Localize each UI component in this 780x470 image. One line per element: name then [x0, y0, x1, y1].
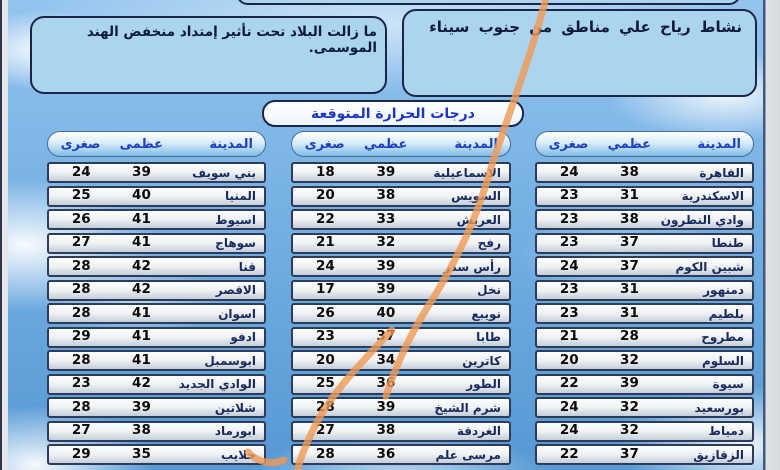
- max-temp-value: 38: [620, 210, 639, 227]
- table-row: [291, 374, 511, 395]
- table-row: [291, 327, 511, 348]
- city-column-header: المدينة: [454, 136, 498, 152]
- table-row: [47, 233, 266, 254]
- forecast-note-left-text: ما زالت البلاد تحت تأثير إمتداد منخفض الهند الموسمى.: [86, 24, 377, 56]
- city-name: بلطيم: [708, 306, 744, 321]
- table-header: [535, 131, 754, 157]
- table-row: [47, 327, 266, 348]
- city-name: سوهاج: [215, 236, 256, 250]
- city-name: الاسماعيلية: [433, 165, 501, 180]
- table-row: [47, 374, 266, 395]
- table-row: [291, 162, 511, 183]
- min-temp-value: 20: [559, 351, 579, 368]
- table-row: [47, 256, 266, 277]
- max-temp-value: 38: [376, 187, 396, 204]
- city-name: اسوان: [218, 306, 256, 321]
- table-row: [291, 421, 511, 442]
- city-name: الوادي الجديد: [178, 377, 256, 391]
- max-temp-value: 31: [620, 304, 639, 321]
- max-temp-value: 37: [376, 328, 396, 345]
- city-name: العريش: [456, 212, 501, 227]
- table-row: [291, 186, 511, 207]
- city-name: رأس سدر: [443, 259, 501, 274]
- max-temp-value: 39: [132, 398, 151, 415]
- max-temp-value: 28: [620, 328, 639, 345]
- min-temp-value: 23: [316, 328, 335, 345]
- table-row: [291, 233, 511, 254]
- min-temp-value: 27: [71, 422, 91, 439]
- max-temp-value: 32: [376, 234, 396, 251]
- max-column-header: عظمي: [364, 136, 408, 152]
- max-temp-value: 38: [620, 163, 639, 180]
- table-row: [47, 209, 266, 230]
- city-name: بورسعيد: [694, 400, 744, 415]
- table-row: [535, 256, 754, 277]
- min-temp-value: 24: [559, 422, 579, 439]
- min-temp-value: 28: [71, 257, 91, 274]
- min-temp-value: 24: [71, 163, 91, 180]
- city-name: السلوم: [701, 353, 744, 368]
- temperature-table-middle: [291, 0, 511, 470]
- city-name: دمنهور: [703, 283, 744, 297]
- max-temp-value: 36: [376, 375, 396, 392]
- min-temp-value: 21: [559, 328, 579, 345]
- min-temp-value: 28: [71, 398, 91, 415]
- min-temp-value: 23: [559, 304, 579, 321]
- max-temp-value: 39: [132, 163, 151, 180]
- table-header: [291, 131, 511, 157]
- min-temp-value: 24: [559, 163, 579, 180]
- max-temp-value: 36: [376, 445, 396, 462]
- table-row: [47, 397, 266, 418]
- city-name: اسيوط: [215, 212, 256, 227]
- min-temp-value: 23: [71, 375, 91, 392]
- forecast-note-right-text: نشاط رياح علي مناطق من جنوب سيناء: [429, 18, 742, 36]
- section-title-text: درجات الحرارة المتوقعة: [311, 105, 475, 122]
- city-name: نويبع: [471, 306, 501, 321]
- city-name: ابوسمبل: [204, 353, 256, 368]
- table-row: [47, 303, 266, 324]
- max-temp-value: 39: [376, 257, 396, 274]
- min-temp-value: 17: [316, 281, 335, 298]
- city-name: ابورماد: [214, 424, 256, 438]
- max-temp-value: 32: [620, 351, 639, 368]
- city-name: الطور: [466, 377, 501, 391]
- max-temp-value: 41: [132, 351, 151, 368]
- table-row: [47, 350, 266, 371]
- table-row: [535, 374, 754, 395]
- max-temp-value: 37: [620, 257, 639, 274]
- table-row: [291, 280, 511, 301]
- max-temp-value: 38: [132, 422, 151, 439]
- max-temp-value: 38: [376, 422, 396, 439]
- table-row: [291, 209, 511, 230]
- max-temp-value: 40: [132, 187, 151, 204]
- min-temp-value: 27: [316, 422, 335, 439]
- min-temp-value: 24: [559, 398, 579, 415]
- min-temp-value: 27: [71, 234, 91, 251]
- min-temp-value: 22: [316, 210, 335, 227]
- table-row: [535, 303, 754, 324]
- table-row: [535, 444, 754, 465]
- city-name: رفح: [477, 236, 501, 250]
- min-temp-value: 28: [316, 398, 335, 415]
- frame-right-edge: [763, 0, 780, 470]
- city-name: السويس: [451, 189, 501, 203]
- max-temp-value: 39: [376, 398, 396, 415]
- city-name: المنيا: [225, 189, 256, 203]
- max-temp-value: 35: [132, 445, 151, 462]
- city-name: الغردقة: [456, 424, 501, 438]
- min-temp-value: 20: [316, 187, 335, 204]
- max-temp-value: 41: [132, 328, 151, 345]
- min-temp-value: 18: [316, 163, 335, 180]
- max-temp-value: 37: [620, 234, 639, 251]
- table-row: [535, 350, 754, 371]
- max-temp-value: 31: [620, 281, 639, 298]
- city-name: بني سويف: [192, 165, 256, 180]
- table-row: [535, 162, 754, 183]
- city-name: حلايب: [221, 447, 256, 462]
- min-temp-value: 25: [316, 375, 335, 392]
- table-row: [47, 280, 266, 301]
- max-temp-value: 42: [132, 375, 151, 392]
- table-row: [291, 444, 511, 465]
- city-name: الاقصر: [215, 283, 256, 297]
- table-row: [291, 303, 511, 324]
- max-temp-value: 41: [132, 304, 151, 321]
- max-temp-value: 32: [620, 398, 639, 415]
- table-row: [535, 233, 754, 254]
- city-name: شلاتين: [214, 400, 256, 415]
- max-column-header: عظمي: [607, 136, 651, 152]
- max-temp-value: 33: [376, 210, 396, 227]
- min-temp-value: 23: [559, 187, 579, 204]
- city-name: شبين الكوم: [675, 259, 744, 274]
- max-temp-value: 37: [620, 445, 639, 462]
- temperature-table-right: [535, 0, 754, 470]
- city-name: نخل: [477, 283, 501, 297]
- min-temp-value: 22: [559, 375, 579, 392]
- city-name: مرسى علم: [435, 447, 501, 462]
- table-rows: [47, 162, 266, 468]
- city-column-header: المدينة: [697, 136, 741, 152]
- city-name: طابا: [476, 330, 501, 344]
- city-name: وادي النطرون: [660, 212, 744, 227]
- min-temp-value: 29: [71, 328, 91, 345]
- table-row: [47, 162, 266, 183]
- city-name: الزقازيق: [693, 447, 744, 462]
- table-row: [535, 186, 754, 207]
- max-temp-value: 42: [132, 281, 151, 298]
- city-name: القاهرة: [699, 165, 744, 180]
- city-name: مطروح: [701, 330, 744, 344]
- table-row: [47, 421, 266, 442]
- table-row: [535, 209, 754, 230]
- city-name: قنا: [238, 259, 256, 274]
- min-temp-value: 25: [71, 187, 91, 204]
- min-temp-value: 23: [559, 281, 579, 298]
- max-temp-value: 39: [620, 375, 639, 392]
- city-name: ادفو: [230, 330, 256, 344]
- min-temp-value: 28: [71, 351, 91, 368]
- max-temp-value: 40: [376, 304, 396, 321]
- min-temp-value: 20: [316, 351, 335, 368]
- table-row: [291, 350, 511, 371]
- city-name: كاترين: [462, 353, 501, 368]
- min-temp-value: 22: [559, 445, 579, 462]
- min-temp-value: 24: [316, 257, 335, 274]
- min-temp-value: 23: [559, 234, 579, 251]
- table-row: [535, 421, 754, 442]
- max-temp-value: 41: [132, 210, 151, 227]
- max-temp-value: 39: [376, 163, 396, 180]
- min-temp-value: 29: [71, 445, 91, 462]
- city-name: شرم الشيخ: [434, 400, 501, 415]
- table-row: [535, 280, 754, 301]
- table-row: [47, 186, 266, 207]
- min-temp-value: 21: [316, 234, 335, 251]
- city-column-header: المدينة: [209, 136, 253, 152]
- table-row: [291, 397, 511, 418]
- table-row: [291, 256, 511, 277]
- max-temp-value: 41: [132, 234, 151, 251]
- min-temp-value: 26: [316, 304, 335, 321]
- min-temp-value: 28: [316, 445, 335, 462]
- table-header: [47, 131, 266, 157]
- city-name: سيوة: [712, 377, 744, 391]
- max-temp-value: 39: [376, 281, 396, 298]
- min-column-header: صغرى: [304, 136, 345, 152]
- max-temp-value: 31: [620, 187, 639, 204]
- min-temp-value: 28: [71, 304, 91, 321]
- temperature-table-left: [47, 0, 266, 470]
- max-temp-value: 34: [376, 351, 396, 368]
- table-row: [535, 327, 754, 348]
- table-row: [535, 397, 754, 418]
- table-row: [47, 444, 266, 465]
- table-rows: [291, 162, 511, 468]
- table-rows: [535, 162, 754, 468]
- max-temp-value: 32: [620, 422, 639, 439]
- max-temp-value: 42: [132, 257, 151, 274]
- city-name: الاسكندرية: [681, 189, 744, 203]
- city-name: طنطا: [711, 236, 744, 250]
- max-column-header: عظمى: [119, 136, 163, 152]
- min-column-header: صغرى: [60, 136, 101, 152]
- city-name: دمياط: [708, 424, 744, 438]
- min-temp-value: 26: [71, 210, 91, 227]
- min-temp-value: 24: [559, 257, 579, 274]
- min-temp-value: 23: [559, 210, 579, 227]
- frame-left-edge: [0, 0, 8, 470]
- min-temp-value: 28: [71, 281, 91, 298]
- min-column-header: صغرى: [548, 136, 589, 152]
